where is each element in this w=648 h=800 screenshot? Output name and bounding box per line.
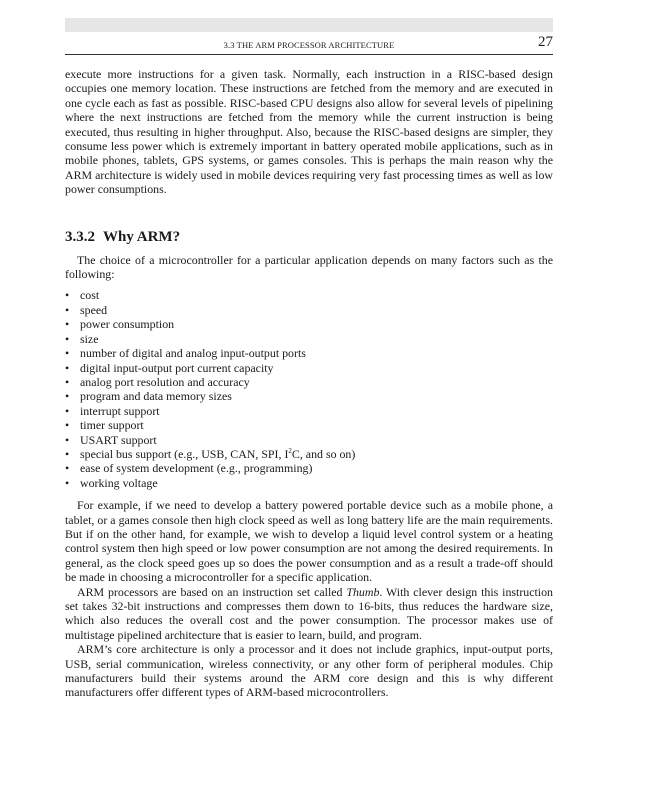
- section-intro: The choice of a microcontroller for a particular application depends on many factors such as the following:: [65, 252, 553, 282]
- list-item: • cost: [65, 288, 100, 303]
- page-header: [65, 34, 553, 55]
- section-heading: [65, 228, 553, 246]
- paragraph-example: For example, if we need to develop a battery powered portable device such as a mobile phone, a tablet, or a games console then high clock speed as well as long battery life are the main requirements. But if on the other hand, for example, we wish to develop a liquid level control system or a heating control system then high speed or low power consumption are not among the desired requirements. In general, as the clock speed goes up so does the power consumption and as a result a trade-off should be made in choosing a microcontroller for a specific application.: [65, 498, 553, 585]
- list-item: • special bus support (e.g., USB, CAN, SPI, $I^2C$, and so on): [65, 446, 356, 461]
- list-item: • speed: [65, 302, 108, 317]
- paragraph-thumb: ARM processors are based on an instruction set called Thumb. With clever design this instruction set takes 32-bit instructions and compresses them down to 16-bits, thus reduces the hardware size, which also reduces the overall cost and the power consumption. The processor makes use of multistage pipelined architecture that is easier to learn, build, and program.: [65, 584, 554, 642]
- bullet-icon: •: [65, 418, 70, 433]
- bullet-icon: •: [65, 432, 70, 447]
- page: [65, 18, 553, 700]
- section-title: Why ARM?: [103, 228, 181, 245]
- bullet-icon: •: [65, 288, 70, 303]
- list-item: • power consumption: [65, 317, 175, 332]
- list-item: • number of digital and analog input-output ports: [65, 346, 306, 361]
- list-item: • interrupt support: [65, 403, 160, 418]
- list-item: • digital input-output port current capacity: [65, 360, 274, 375]
- bullet-icon: •: [65, 403, 70, 418]
- bullet-icon: •: [65, 374, 70, 389]
- thumb-term: Thumb: [346, 584, 380, 599]
- bullet-icon: •: [65, 389, 70, 404]
- list-item: • program and data memory sizes: [65, 389, 232, 404]
- list-item: • analog port resolution and accuracy: [65, 374, 250, 389]
- running-head: 3.3 THE ARM PROCESSOR ARCHITECTURE: [223, 40, 395, 50]
- list-item: • size: [65, 331, 99, 346]
- factor-list: [65, 288, 553, 490]
- page-number: 27: [538, 34, 553, 50]
- bullet-icon: •: [65, 317, 70, 332]
- list-item: • working voltage: [65, 475, 158, 490]
- list-item: • USART support: [65, 432, 157, 447]
- bullet-icon: •: [65, 461, 70, 476]
- bullet-icon: •: [65, 331, 70, 346]
- list-item: • ease of system development (e.g., programming): [65, 461, 313, 476]
- top-bar: [65, 18, 553, 32]
- bullet-icon: •: [65, 446, 70, 461]
- list-item: • timer support: [65, 418, 144, 433]
- bullet-icon: •: [65, 475, 70, 490]
- bullet-icon: •: [65, 346, 70, 361]
- paragraph-risc: execute more instructions for a given task. Normally, each instruction in a RISC-based design occupies one memory location. These instructions are fetched from the memory and are executed in one cycle each as fast as possible. RISC-based CPU designs also allow for several levels of pipelining where the next instructions are fetched from the memory while the current instruction is being executed, thus resulting in higher throughput. Also, because the RISC-based designs are simpler, they consume less power which is extremely important in battery operated mobile applications, such as in mobile phones, tablets, GPS systems, or games consoles. This is perhaps the main reason why the ARM architecture is widely used in mobile devices requiring very fast processing times as well as low power consumptions.: [65, 67, 553, 197]
- paragraph-core: ARM’s core architecture is only a processor and it does not include graphics, input-output ports, USB, serial communication, wireless connectivity, or any other form of peripheral modules. Chip manufacturers build their systems around the ARM core design and this is why different manufacturers offer different types of ARM-based microcontrollers.: [65, 642, 553, 700]
- bullet-icon: •: [65, 302, 70, 317]
- section-number: 3.3.2: [65, 228, 95, 245]
- bullet-icon: •: [65, 360, 70, 375]
